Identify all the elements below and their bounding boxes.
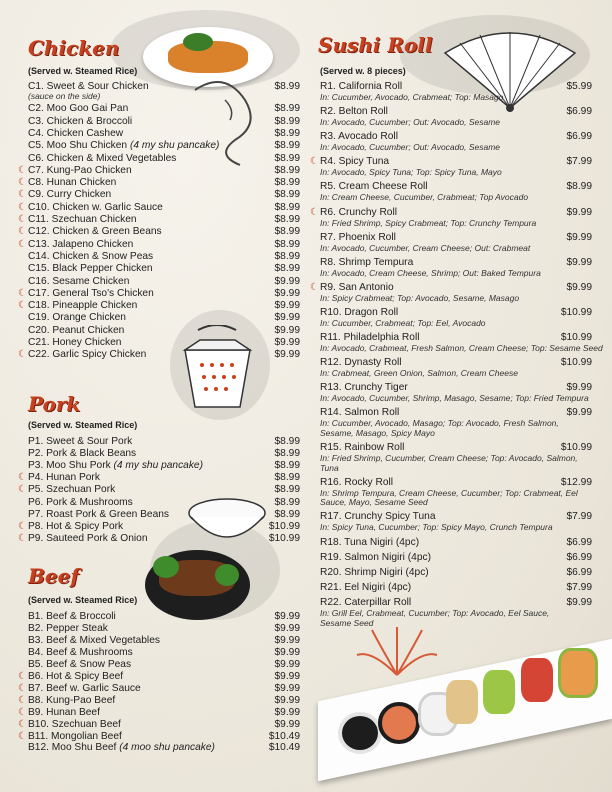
menu-item-name: R8. Shrimp Tempura	[320, 256, 414, 268]
menu-item-description: In: Cucumber, Avocado, Crabmeat; Top: Masago	[320, 92, 504, 102]
menu-item-price: $10.49	[268, 730, 300, 742]
menu-item-name: C11. Szechuan Chicken	[28, 214, 137, 225]
menu-item	[28, 251, 300, 263]
menu-item-name: C12. Chicken & Green Beans	[28, 226, 162, 238]
menu-item-name: B10. Szechuan Beef	[28, 718, 121, 730]
menu-item-price: $9.99	[566, 206, 592, 218]
menu-item	[28, 140, 300, 152]
menu-item-price: $8.99	[274, 140, 300, 152]
menu-item	[18, 214, 300, 226]
menu-item-price: $9.99	[274, 337, 300, 348]
menu-item-note: (4 my shu pancake)	[110, 460, 203, 472]
menu-item-price: $10.99	[560, 306, 592, 318]
menu-item-name: R15. Rainbow Roll	[320, 442, 405, 453]
menu-item-name: C9. Curry Chicken	[28, 189, 112, 201]
hot-chili-icon: ☾	[18, 682, 27, 694]
beef-note: (Served w. Steamed Rice)	[28, 595, 138, 605]
menu-item-description: In: Fried Shrimp, Spicy Crabmeat; Top: Crunchy Tempura	[320, 217, 537, 228]
menu-item-price: $12.99	[560, 476, 592, 488]
menu-item-name: C10. Chicken w. Garlic Sauce	[28, 201, 163, 213]
menu-item	[18, 164, 300, 177]
menu-item-price: $8.99	[274, 238, 300, 250]
sushi-note: (Served w. 8 pieces)	[320, 66, 406, 76]
menu-item-name: C15. Black Pepper Chicken	[28, 263, 153, 275]
menu-item	[18, 287, 300, 300]
menu-item	[28, 103, 300, 115]
menu-item-price: $9.99	[274, 275, 300, 287]
menu-item-name: P7. Roast Pork & Green Beans	[28, 508, 169, 520]
beef-heading: Beef	[28, 564, 79, 588]
menu-item-price: $8.99	[274, 448, 300, 460]
menu-item-price: $8.99	[274, 508, 300, 520]
menu-item-price: $9.99	[274, 611, 300, 622]
chicken-heading: Chicken	[28, 36, 120, 60]
menu-item-name: C19. Orange Chicken	[28, 312, 126, 324]
menu-item-price: $9.99	[566, 407, 592, 419]
menu-item-price: $9.99	[274, 718, 300, 730]
menu-item-price: $10.99	[560, 332, 592, 343]
menu-item-price: $8.99	[274, 177, 300, 189]
menu-item-name: R9. San Antonio	[320, 281, 394, 293]
menu-item	[18, 177, 300, 189]
menu-item-name: C2. Moo Goo Gai Pan	[28, 103, 129, 115]
menu-item	[28, 128, 300, 140]
menu-item-name: P8. Hot & Spicy Pork	[28, 520, 124, 532]
hot-chili-icon: ☾	[18, 238, 27, 250]
menu-item-name: R19. Salmon Nigiri (4pc)	[320, 551, 431, 563]
hot-chili-icon: ☾	[18, 201, 27, 213]
menu-item	[28, 325, 300, 337]
menu-item-price: $8.99	[566, 181, 592, 193]
menu-item-name: C22. Garlic Spicy Chicken	[28, 349, 147, 361]
menu-item-price: $9.99	[274, 324, 300, 336]
menu-item-name: B11. Mongolian Beef	[28, 730, 122, 742]
menu-item-name: R10. Dragon Roll	[320, 306, 399, 318]
menu-item-name: R22. Caterpillar Roll	[320, 597, 412, 609]
menu-item	[18, 189, 300, 201]
menu-item-price: $9.99	[274, 670, 300, 682]
menu-item-name: P6. Pork & Mushrooms	[28, 496, 133, 508]
menu-item	[28, 742, 300, 754]
menu-item-price: $9.99	[566, 281, 592, 293]
menu-item-name: R13. Crunchy Tiger	[320, 382, 408, 394]
menu-item-name: C7. Kung-Pao Chicken	[28, 164, 132, 176]
menu-item-price: $9.99	[274, 658, 300, 670]
menu-item-name: C3. Chicken & Broccoli	[28, 115, 133, 127]
hot-chili-icon: ☾	[18, 730, 27, 742]
menu-item-price: $8.99	[274, 436, 300, 447]
menu-item-description: In: Grill Eel, Crabmeat, Cucumber; Top: Avocado, Eel Sauce,	[320, 608, 550, 619]
menu-item	[28, 263, 300, 275]
menu-item	[18, 201, 300, 214]
menu-item-name: R7. Phoenix Roll	[320, 231, 396, 243]
hot-chili-icon: ☾	[18, 706, 27, 718]
menu-item	[18, 238, 300, 251]
menu-item-name: R11. Philadelphia Roll	[320, 332, 420, 343]
menu-item-price: $8.99	[274, 460, 300, 472]
menu-item-description: In: Spicy Crabmeat; Top: Avocado, Sesame, Masago	[320, 292, 520, 303]
menu-item-price: $10.99	[268, 520, 300, 532]
menu-item	[320, 567, 592, 579]
menu-item-name: R21. Eel Nigiri (4pc)	[320, 582, 412, 594]
menu-item	[18, 532, 300, 545]
pork-note: (Served w. Steamed Rice)	[28, 420, 138, 430]
menu-item-description: In: Avocado, Cucumber; Out: Avocado, Sesame	[320, 117, 501, 128]
hot-chili-icon: ☾	[18, 484, 27, 496]
chicken-note: (Served w. Steamed Rice)	[28, 66, 138, 76]
menu-item-price: $9.99	[274, 300, 300, 312]
menu-item-note: (4 my shu pancake)	[127, 140, 220, 152]
menu-item-name: B6. Hot & Spicy Beef	[28, 670, 124, 682]
menu-item-name: R14. Salmon Roll	[320, 407, 400, 419]
menu-item-price: $9.99	[274, 622, 300, 634]
menu-item-name: B12. Moo Shu Beef (4 moo shu pancake)	[28, 742, 215, 754]
menu-item	[28, 497, 300, 509]
menu-item-name: B3. Beef & Mixed Vegetables	[28, 634, 160, 646]
menu-item	[28, 647, 300, 659]
menu-item-name: R18. Tuna Nigiri (4pc)	[320, 536, 420, 548]
menu-item-description: In: Fried Shrimp, Cucumber, Cream Cheese; Top: Avocado, Salmon,	[320, 453, 578, 463]
menu-item-name: C21. Honey Chicken	[28, 337, 122, 348]
menu-item-name: R6. Crunchy Roll	[320, 206, 397, 218]
hot-chili-icon: ☾	[18, 164, 27, 176]
menu-item	[18, 730, 300, 743]
menu-item-price: $5.99	[566, 81, 592, 92]
menu-item	[28, 448, 300, 460]
menu-item	[18, 300, 300, 312]
hot-chili-icon: ☾	[18, 670, 27, 682]
hot-chili-icon: ☾	[310, 156, 319, 168]
menu-item-price: $8.99	[274, 189, 300, 201]
menu-item-name: B9. Hunan Beef	[28, 706, 100, 718]
menu-item-description: In: Cucumber, Avocado, Masago; Top: Avocado, Fresh Salmon,	[320, 418, 559, 429]
menu-item-name: R1. California Roll	[320, 81, 403, 92]
menu-item-price: $7.99	[566, 156, 592, 168]
menu-item	[28, 276, 300, 288]
hot-chili-icon: ☾	[18, 532, 27, 544]
hot-chili-icon: ☾	[18, 189, 27, 201]
menu-item-description: In: Cucumber, Crabmeat; Top: Eel, Avocado	[320, 317, 486, 328]
menu-item	[28, 659, 300, 671]
menu-item-price: $8.99	[274, 115, 300, 127]
menu-item-description: In: Avocado, Crabmeat, Fresh Salmon, Cream Cheese; Top: Sesame Seed	[320, 343, 603, 353]
menu-item-description: In: Avocado, Cucumber; Out: Avocado, Sesame	[320, 142, 501, 153]
menu-item-price: $8.99	[274, 164, 300, 176]
menu-item	[28, 153, 300, 165]
menu-item	[18, 694, 300, 707]
menu-item-name: P4. Hunan Pork	[28, 472, 100, 484]
menu-item-name: P2. Pork & Black Beans	[28, 448, 137, 460]
menu-item-name: R12. Dynasty Roll	[320, 357, 402, 369]
hot-chili-icon: ☾	[18, 287, 27, 299]
menu-item	[18, 472, 300, 484]
menu-item	[320, 552, 592, 564]
menu-item-name: C8. Hunan Chicken	[28, 177, 117, 189]
menu-item-name: R3. Avocado Roll	[320, 131, 398, 143]
menu-item-name: C18. Pineapple Chicken	[28, 300, 138, 312]
menu-item-description: In: Spicy Tuna, Cucumber; Top: Spicy Mayo, Crunch Tempura	[320, 522, 553, 533]
menu-item-name: P3. Moo Shu Pork (4 my shu pancake)	[28, 460, 203, 472]
hot-chili-icon: ☾	[18, 226, 27, 238]
menu-item	[18, 682, 300, 695]
menu-item-name: R4. Spicy Tuna	[320, 156, 390, 168]
menu-item	[28, 623, 300, 635]
menu-item-price: $6.99	[566, 551, 592, 563]
menu-item-price: $8.99	[274, 103, 300, 115]
menu-item-price: $9.99	[274, 349, 300, 361]
hot-chili-icon: ☾	[18, 718, 27, 730]
menu-item-name: P1. Sweet & Sour Pork	[28, 436, 133, 447]
menu-item-description: Sesame, Masago, Spicy Mayo	[320, 427, 435, 438]
menu-item-price: $9.99	[274, 646, 300, 658]
menu-item-price: $10.99	[268, 532, 300, 544]
menu-item	[28, 312, 300, 324]
menu-item-price: $9.99	[274, 706, 300, 718]
menu-item-price: $9.99	[274, 694, 300, 706]
menu-item-name: B4. Beef & Mushrooms	[28, 646, 133, 658]
menu-item-name: C20. Peanut Chicken	[28, 324, 125, 336]
menu-item	[320, 537, 592, 549]
menu-item	[28, 460, 300, 472]
menu-item	[18, 520, 300, 533]
hot-chili-icon: ☾	[310, 281, 319, 293]
menu-item-price: $9.99	[566, 597, 592, 609]
hot-chili-icon: ☾	[18, 349, 27, 361]
menu-item-price: $9.99	[566, 382, 592, 394]
menu-item-price: $6.99	[566, 566, 592, 578]
menu-item-description: Tuna	[320, 462, 339, 473]
menu-item	[28, 509, 300, 521]
pork-heading: Pork	[28, 392, 81, 416]
menu-item-name: C17. General Tso's Chicken	[28, 287, 154, 299]
menu-item-price: $8.99	[274, 250, 300, 262]
menu-item	[28, 116, 300, 128]
menu-item-price: $8.99	[274, 263, 300, 275]
hot-chili-icon: ☾	[18, 694, 27, 706]
menu-item	[18, 349, 300, 361]
sushi-plate-illustration	[318, 640, 612, 760]
menu-item-name: R2. Belton Roll	[320, 106, 388, 118]
menu-item-price: $8.99	[274, 201, 300, 213]
menu-item-price: $9.99	[566, 256, 592, 268]
menu-item-price: $8.99	[274, 127, 300, 139]
menu-item-price: $8.99	[274, 214, 300, 225]
menu-item-price: $6.99	[566, 131, 592, 143]
menu-item	[28, 337, 300, 349]
menu-item-price: $7.99	[566, 511, 592, 523]
menu-item	[18, 706, 300, 719]
menu-item-price: $9.99	[274, 634, 300, 646]
menu-item	[28, 611, 300, 623]
menu-item-name: C1. Sweet & Sour Chicken	[28, 81, 149, 92]
menu-item-description: Sauce, Mayo, Sesame Seed	[320, 497, 428, 508]
menu-item-price: $10.99	[560, 357, 592, 369]
menu-item-note: (4 moo shu pancake)	[116, 742, 215, 754]
menu-item-name: B5. Beef & Snow Peas	[28, 658, 132, 670]
hot-chili-icon: ☾	[18, 177, 27, 189]
menu-item-description: In: Avocado, Cucumber, Shrimp, Masago, Sesame; Top: Fried Tempura	[320, 393, 589, 404]
menu-item	[18, 670, 300, 683]
menu-item-name: C13. Jalapeno Chicken	[28, 238, 134, 250]
hot-chili-icon: ☾	[18, 300, 27, 312]
menu-item-price: $8.99	[274, 226, 300, 238]
fan-illustration	[440, 28, 580, 118]
menu-item-name: C16. Sesame Chicken	[28, 275, 130, 287]
beef-bowl-illustration	[145, 550, 250, 620]
menu-item-price: $9.99	[274, 287, 300, 299]
menu-item-name: B1. Beef & Broccoli	[28, 611, 116, 622]
menu-item	[28, 635, 300, 647]
menu-item-name: C6. Chicken & Mixed Vegetables	[28, 152, 177, 164]
menu-item-name: P9. Sauteed Pork & Onion	[28, 532, 148, 544]
menu-item-name: C4. Chicken Cashew	[28, 127, 124, 139]
menu-item-description: (sauce on the side)	[28, 91, 101, 102]
menu-item-description: In: Crabmeat, Green Onion, Salmon, Cream Cheese	[320, 368, 518, 379]
menu-item	[320, 582, 592, 594]
menu-item-price: $10.99	[560, 442, 592, 453]
menu-item-description: In: Cream Cheese, Cucumber, Crabmeat; Top Avocado	[320, 192, 529, 203]
menu-item-price: $10.49	[268, 742, 300, 754]
hot-chili-icon: ☾	[18, 214, 27, 225]
menu-item-price: $7.99	[566, 582, 592, 594]
menu-item-price: $9.99	[566, 231, 592, 243]
menu-item-description: Sesame Seed	[320, 617, 374, 628]
menu-item-price: $8.99	[274, 496, 300, 508]
menu-item-name: R20. Shrimp Nigiri (4pc)	[320, 566, 429, 578]
menu-item-name: B8. Kung-Pao Beef	[28, 694, 116, 706]
menu-item	[18, 226, 300, 238]
menu-item-price: $6.99	[566, 536, 592, 548]
hot-chili-icon: ☾	[18, 472, 27, 484]
hot-chili-icon: ☾	[310, 206, 319, 218]
menu-item-name: C14. Chicken & Snow Peas	[28, 250, 154, 262]
menu-item-price: $9.99	[274, 682, 300, 694]
menu-item-name: R5. Cream Cheese Roll	[320, 181, 428, 193]
menu-item-description: In: Shrimp Tempura, Cream Cheese, Cucumber; Top: Crabmeat, Eel	[320, 487, 578, 498]
menu-item-name: R16. Rocky Roll	[320, 476, 394, 488]
sushi-heading: Sushi Roll	[318, 33, 433, 57]
menu-item-price: $8.99	[274, 472, 300, 484]
menu-item-price: $6.99	[566, 106, 592, 118]
menu-item-name: B2. Pepper Steak	[28, 622, 108, 634]
menu-item-description: In: Avocado, Spicy Tuna; Top: Spicy Tuna, Mayo	[320, 167, 502, 178]
menu-item-name: B7. Beef w. Garlic Sauce	[28, 682, 141, 694]
hot-chili-icon: ☾	[18, 520, 27, 532]
menu-item	[28, 436, 300, 448]
menu-item	[18, 718, 300, 731]
menu-item-name: P5. Szechuan Pork	[28, 484, 116, 496]
menu-item-name: C5. Moo Shu Chicken (4 my shu pancake)	[28, 140, 220, 152]
menu-item-price: $9.99	[274, 312, 300, 324]
menu-item-price: $8.99	[274, 81, 300, 92]
menu-item	[18, 484, 300, 496]
menu-item-name: R17. Crunchy Spicy Tuna	[320, 511, 436, 523]
menu-item-price: $8.99	[274, 152, 300, 164]
menu-item-price: $8.99	[274, 484, 300, 496]
menu-item-description: In: Avocado, Cream Cheese, Shrimp; Out: Baked Tempura	[320, 267, 541, 278]
menu-item-description: In: Avocado, Cucumber, Cream Cheese; Out: Crabmeat	[320, 242, 531, 253]
